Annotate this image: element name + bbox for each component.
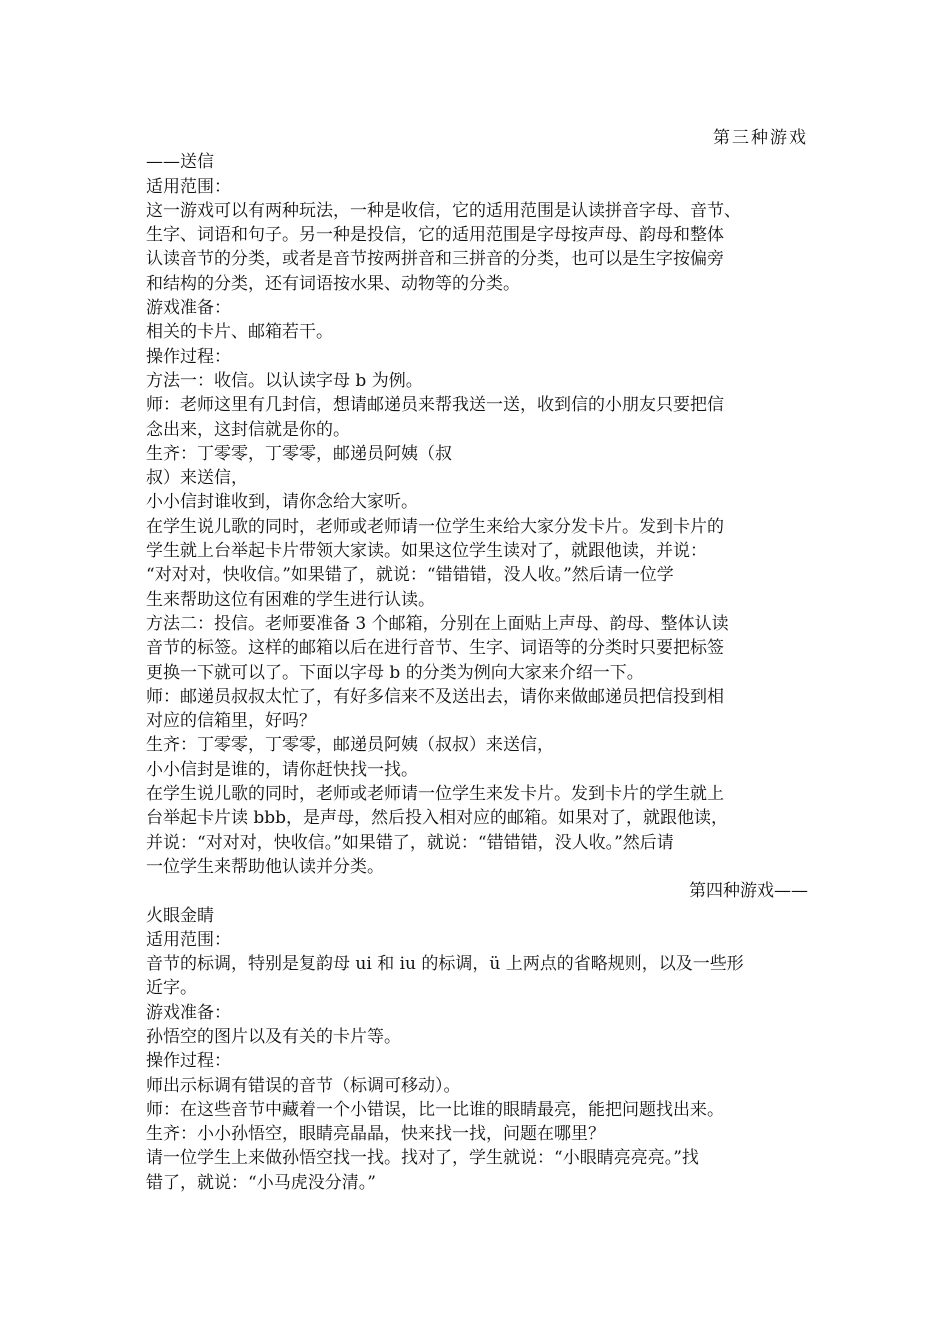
text-line: 生字、词语和句子。另一种是投信，它的适用范围是字母按声母、韵母和整体 <box>146 225 724 246</box>
text-line: 更换一下就可以了。下面以字母 b 的分类为例向大家来介绍一下。 <box>146 662 644 683</box>
text-line: 方法二：投信。老师要准备 3 个邮箱，分别在上面贴上声母、韵母、整体认读 <box>146 613 729 634</box>
text-line: 师：在这些音节中藏着一个小错误，比一比谁的眼睛最亮，能把问题找出来。 <box>146 1099 724 1120</box>
text-line: 近字。 <box>146 978 197 999</box>
text-line: 生齐：丁零零，丁零零，邮递员阿姨（叔 <box>146 443 452 464</box>
text-line: 在学生说儿歌的同时，老师或老师请一位学生来给大家分发卡片。发到卡片的 <box>146 516 724 537</box>
section-title-4: 火眼金睛 <box>146 905 214 926</box>
text-line: 方法一：收信。以认读字母 b 为例。 <box>146 370 423 391</box>
text-line: 错了，就说：“小马虎没分清。” <box>146 1172 376 1193</box>
text-line: 生来帮助这位有困难的学生进行认读。 <box>146 589 435 610</box>
text-line: 音节的标调，特别是复韵母 ui 和 iu 的标调，ü 上两点的省略规则，以及一些形 <box>146 954 744 975</box>
text-line: 操作过程： <box>146 1051 231 1072</box>
text-line: 学生就上台举起卡片带领大家读。如果这位学生读对了，就跟他读，并说： <box>146 541 707 562</box>
text-line: 师：老师这里有几封信，想请邮递员来帮我送一送，收到信的小朋友只要把信 <box>146 395 724 416</box>
section-title-3: ——送信 <box>146 152 214 173</box>
section-heading-4: 第四种游戏—— <box>689 881 808 902</box>
text-line: 孙悟空的图片以及有关的卡片等。 <box>146 1026 401 1047</box>
text-line: 对应的信箱里，好吗？ <box>146 711 316 732</box>
text-line: 并说：“对对对，快收信。”如果错了，就说：“错错错，没人收。”然后请 <box>146 832 674 853</box>
text-line: 游戏准备： <box>146 298 231 319</box>
text-line: 一位学生来帮助他认读并分类。 <box>146 856 384 877</box>
text-line: 小小信封谁收到，请你念给大家听。 <box>146 492 418 513</box>
text-line: 游戏准备： <box>146 1002 231 1023</box>
text-line: 叔）来送信， <box>146 468 248 489</box>
text-line: 适用范围： <box>146 176 231 197</box>
text-line: 这一游戏可以有两种玩法，一种是收信，它的适用范围是认读拼音字母、音节、 <box>146 200 741 221</box>
text-line: 音节的标签。这样的邮箱以后在进行音节、生字、词语等的分类时只要把标签 <box>146 638 724 659</box>
text-line: 师出示标调有错误的音节（标调可移动）。 <box>146 1075 461 1096</box>
text-line: “对对对，快收信。”如果错了，就说：“错错错，没人收。”然后请一位学 <box>146 565 674 586</box>
text-line: 小小信封是谁的，请你赶快找一找。 <box>146 759 418 780</box>
text-line: 认读音节的分类，或者是音节按两拼音和三拼音的分类，也可以是生字按偏旁 <box>146 249 724 270</box>
text-line: 适用范围： <box>146 929 231 950</box>
text-line: 相关的卡片、邮箱若干。 <box>146 322 333 343</box>
text-line: 请一位学生上来做孙悟空找一找。找对了，学生就说：“小眼睛亮亮亮。”找 <box>146 1148 699 1169</box>
text-line: 台举起卡片读 bbb，是声母，然后投入相对应的邮箱。如果对了，就跟他读， <box>146 808 729 829</box>
text-line: 在学生说儿歌的同时，老师或老师请一位学生来发卡片。发到卡片的学生就上 <box>146 784 724 805</box>
text-line: 和结构的分类，还有词语按水果、动物等的分类。 <box>146 273 520 294</box>
text-line: 操作过程： <box>146 346 231 367</box>
text-line: 念出来，这封信就是你的。 <box>146 419 350 440</box>
document-page <box>146 126 810 1195</box>
section-heading-3: 第三种游戏 <box>713 128 808 148</box>
text-line: 生齐：丁零零，丁零零，邮递员阿姨（叔叔）来送信， <box>146 735 554 756</box>
text-line: 师：邮递员叔叔太忙了，有好多信来不及送出去，请你来做邮递员把信投到相 <box>146 686 724 707</box>
text-line: 生齐：小小孙悟空，眼睛亮晶晶，快来找一找，问题在哪里？ <box>146 1124 605 1145</box>
